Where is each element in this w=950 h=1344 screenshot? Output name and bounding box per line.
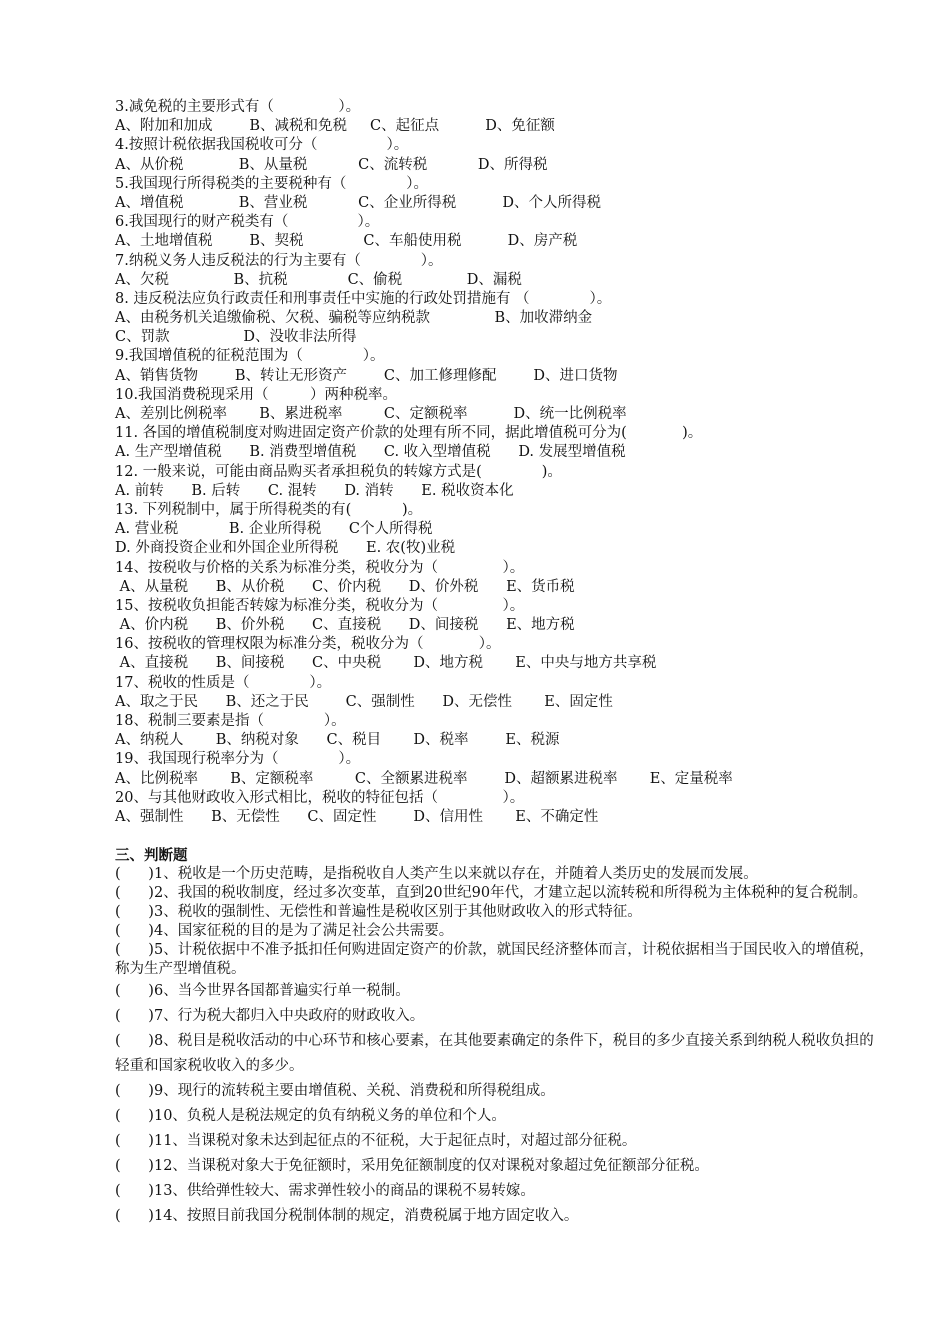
options-3: A、附加和加成 B、减税和免税 C、起征点 D、免征额 [115, 118, 555, 135]
question-19: 19、我国现行税率分为（ ）。 [115, 751, 361, 768]
options-4: A、从价税 B、从量税 C、流转税 D、所得税 [115, 156, 548, 173]
question-13: 13. 下列税制中，属于所得税类的有( )。 [115, 501, 423, 518]
options-18: A、纳税人 B、纳税对象 C、税目 D、税率 E、税源 [115, 732, 560, 749]
options-8-a: A、由税务机关追缴偷税、欠税、骗税等应纳税款 B、加收滞纳金 [115, 310, 593, 327]
options-14: A、从量税 B、从价税 C、价内税 D、价外税 E、货币税 [115, 578, 575, 595]
options-17: A、取之于民 B、还之于民 C、强制性 D、无偿性 E、固定性 [115, 693, 613, 710]
judgment-item-10: ( )10、负税人是税法规定的负有纳税义务的单位和个人。 [115, 1108, 506, 1124]
question-3: 3.减免税的主要形式有（ ）。 [115, 99, 361, 115]
question-15: 15、按税收负担能否转嫁为标准分类，税收分为（ ）。 [115, 597, 525, 614]
question-4: 4.按照计税依据我国税收可分（ ）。 [115, 137, 409, 154]
question-18: 18、税制三要素是指（ ）。 [115, 713, 346, 729]
judgment-item-1: ( )1、税收是一个历史范畴，是指税收自人类产生以来就以存在，并随着人类历史的发展而发展。 [115, 866, 758, 882]
options-6: A、土地增值税 B、契税 C、车船使用税 D、房产税 [115, 233, 578, 250]
judgment-item-12: ( )12、当课税对象大于免征额时，采用免征额制度的仅对课税对象超过免征额部分征税。 [115, 1158, 709, 1174]
judgment-item-13: ( )13、供给弹性较大、需求弹性较小的商品的课税不易转嫁。 [115, 1183, 535, 1199]
section-title: 三、判断题 [115, 847, 188, 864]
judgment-item-14: ( )14、按照目前我国分税制体制的规定，消费税属于地方固定收入。 [115, 1208, 579, 1224]
judgment-item-8: ( )8、税目是税收活动的中心环节和核心要素，在其他要素确定的条件下，税目的多少直接关系到纳税人税收负担的轻重和国家税收收入的多少。 [115, 1033, 874, 1074]
judgment-item-9: ( )9、现行的流转税主要由增值税、关税、消费税和所得税组成。 [115, 1083, 555, 1099]
multiple-choice-section [115, 98, 895, 827]
question-8: 8. 违反税法应负行政责任和刑事责任中实施的行政处罚措施有 （ ）。 [115, 290, 612, 307]
options-13-b: D. 外商投资企业和外国企业所得税 E. 农(牧)业税 [115, 540, 456, 557]
judgment-item-5: ( )5、计税依据中不准予抵扣任何购进固定资产的价款，就国民经济整体而言，计税依据相当于国民收入的增值税，称为生产型增值税。 [115, 942, 874, 977]
judgment-item-4: ( )4、国家征税的目的是为了满足社会公共需要。 [115, 923, 454, 939]
judgment-item-7: ( )7、行为税大都归入中央政府的财政收入。 [115, 1008, 425, 1024]
options-11: A. 生产型增值税 B. 消费型增值税 C. 收入型增值税 D. 发展型增值税 [115, 444, 626, 461]
question-20: 20、与其他财政收入形式相比，税收的特征包括（ ）。 [115, 789, 525, 806]
options-10: A、差别比例税率 B、累进税率 C、定额税率 D、统一比例税率 [115, 406, 627, 422]
question-14: 14、按税收与价格的关系为标准分类，税收分为（ ）。 [115, 559, 525, 576]
question-5: 5.我国现行所得税类的主要税种有（ ）。 [115, 175, 429, 192]
options-15: A、价内税 B、价外税 C、直接税 D、间接税 E、地方税 [115, 617, 575, 634]
options-19: A、比例税率 B、定额税率 C、全额累进税率 D、超额累进税率 E、定量税率 [115, 770, 733, 787]
options-16: A、直接税 B、间接税 C、中央税 D、地方税 E、中央与地方共享税 [115, 655, 657, 672]
options-12: A. 前转 B. 后转 C. 混转 D. 消转 E. 税收资本化 [115, 482, 514, 499]
options-5: A、增值税 B、营业税 C、企业所得税 D、个人所得税 [115, 194, 601, 211]
options-7: A、欠税 B、抗税 C、偷税 D、漏税 [115, 271, 522, 288]
question-17: 17、税收的性质是（ ）。 [115, 674, 332, 691]
options-8-b: C、罚款 D、没收非法所得 [115, 329, 357, 346]
judgment-item-3: ( )3、税收的强制性、无偿性和普遍性是税收区别于其他财政收入的形式特征。 [115, 904, 642, 920]
question-7: 7.纳税义务人违反税法的行为主要有（ ）。 [115, 252, 443, 269]
judgment-item-2: ( )2、我国的税收制度，经过多次变革，直到20世纪90年代，才建立起以流转税和所得税为主体税种的复合税制。 [115, 885, 868, 901]
question-6: 6.我国现行的财产税类有（ ）。 [115, 214, 380, 231]
question-9: 9.我国增值税的征税范围为（ ）。 [115, 348, 385, 365]
options-13-a: A. 营业税 B. 企业所得税 C个人所得税 [115, 521, 433, 538]
options-20: A、强制性 B、无偿性 C、固定性 D、信用性 E、不确定性 [115, 808, 599, 825]
question-16: 16、按税收的管理权限为标准分类，税收分为（ ）。 [115, 636, 501, 653]
question-11: 11. 各国的增值税制度对购进固定资产价款的处理有所不同，据此增值税可分为( )。 [115, 425, 703, 442]
judgment-item-6: ( )6、当今世界各国都普遍实行单一税制。 [115, 983, 410, 999]
judgment-item-11: ( )11、当课税对象未达到起征点的不征税，大于起征点时，对超过部分征税。 [115, 1133, 637, 1149]
question-12: 12. 一般来说，可能由商品购买者承担税负的转嫁方式是( )。 [115, 463, 562, 480]
question-10: 10.我国消费税现采用（ ）两种税率。 [115, 386, 398, 403]
options-9: A、销售货物 B、转让无形资产 C、加工修理修配 D、进口货物 [115, 367, 618, 384]
judgment-section [115, 846, 875, 1229]
